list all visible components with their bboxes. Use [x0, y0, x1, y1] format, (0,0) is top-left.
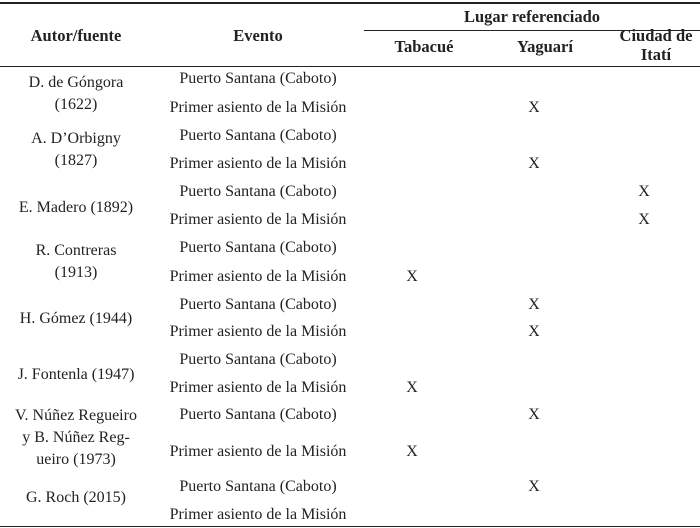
header-ciudad-de-itati: [606, 26, 700, 64]
event-cell: Puerto Santana (Caboto): [179, 70, 337, 87]
event-cell: Puerto Santana (Caboto): [179, 239, 337, 256]
event-cell: Primer asiento de la Misión: [169, 268, 347, 285]
header-event: Evento: [233, 26, 283, 45]
event-cell: Puerto Santana (Caboto): [179, 351, 337, 368]
mark-tabacue: X: [406, 268, 418, 285]
author-cell: (1913): [54, 264, 98, 281]
header-place-group: Lugar referenciado: [463, 7, 601, 26]
header-yaguari: Yaguarí: [517, 37, 573, 56]
header-ciudad-line2: Itatí: [640, 45, 672, 64]
mark-yaguari: X: [528, 406, 540, 423]
author-cell: (1827): [54, 152, 98, 169]
author-cell: y B. Núñez Reg-: [22, 429, 130, 446]
table-top-rule: [0, 2, 700, 4]
author-cell: ueiro (1973): [36, 451, 116, 468]
event-cell: Primer asiento de la Misión: [169, 155, 347, 172]
event-cell: Puerto Santana (Caboto): [179, 296, 337, 313]
event-cell: Puerto Santana (Caboto): [179, 127, 337, 144]
event-cell: Primer asiento de la Misión: [169, 443, 347, 460]
author-cell: V. Núñez Regueiro: [15, 407, 137, 424]
event-cell: Puerto Santana (Caboto): [179, 183, 337, 200]
author-cell: H. Gómez (1944): [19, 310, 133, 327]
author-cell: J. Fontenla (1947): [17, 366, 135, 383]
event-cell: Puerto Santana (Caboto): [179, 478, 337, 495]
author-cell: D. de Góngora: [28, 74, 124, 91]
mark-yaguari: X: [528, 99, 540, 116]
author-cell: (1622): [54, 96, 98, 113]
author-cell: A. D’Orbigny: [31, 130, 121, 147]
mark-tabacue: X: [406, 379, 418, 396]
table-bottom-rule: [0, 526, 700, 527]
mark-ciudad: X: [638, 183, 650, 200]
event-cell: Puerto Santana (Caboto): [179, 406, 337, 423]
mark-yaguari: X: [528, 296, 540, 313]
event-cell: Primer asiento de la Misión: [169, 99, 347, 116]
author-cell: G. Roch (2015): [26, 489, 126, 506]
mark-tabacue: X: [406, 443, 418, 460]
event-cell: Primer asiento de la Misión: [169, 379, 347, 396]
event-cell: Primer asiento de la Misión: [169, 323, 347, 340]
mark-yaguari: X: [528, 478, 540, 495]
header-author: Autor/fuente: [30, 26, 122, 45]
header-tabacue: Tabacué: [394, 37, 454, 56]
mark-ciudad: X: [638, 211, 650, 228]
header-ciudad-line1: Ciudad de: [619, 26, 693, 45]
author-cell: R. Contreras: [35, 242, 117, 259]
event-cell: Primer asiento de la Misión: [169, 211, 347, 228]
mark-yaguari: X: [528, 323, 540, 340]
author-cell: E. Madero (1892): [18, 199, 134, 216]
event-cell: Primer asiento de la Misión: [169, 506, 347, 523]
mark-yaguari: X: [528, 155, 540, 172]
